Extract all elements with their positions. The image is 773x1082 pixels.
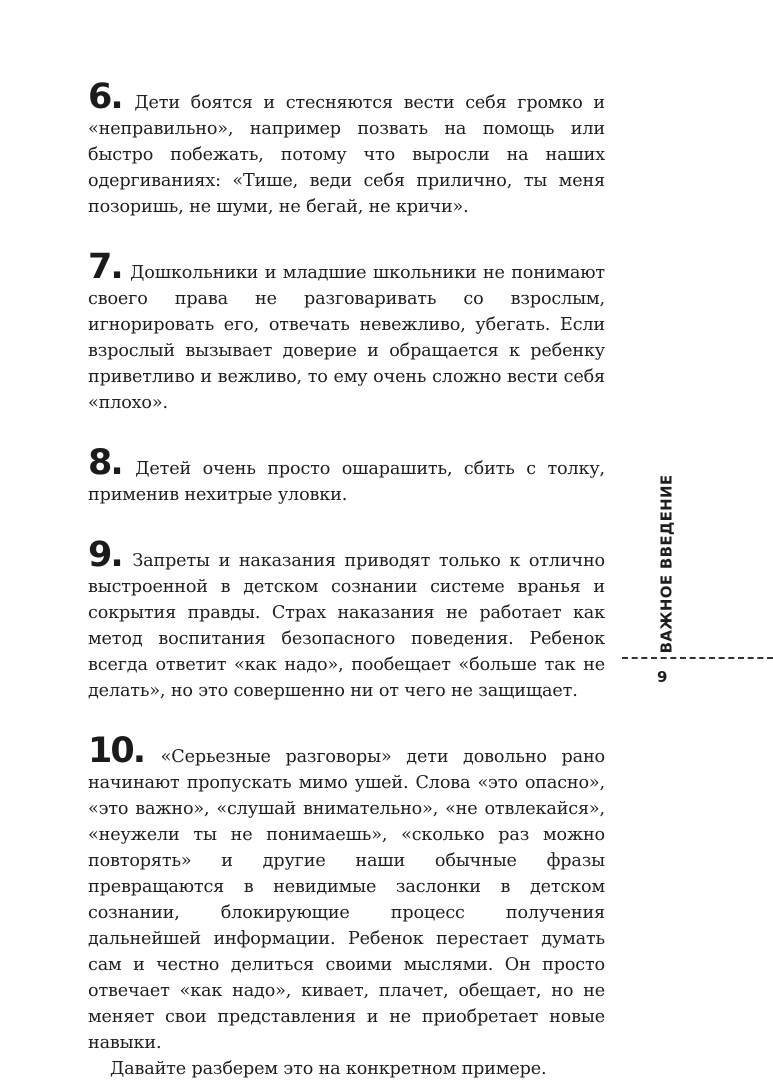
item-number: 6. — [88, 77, 122, 117]
dashed-divider — [622, 657, 773, 659]
list-item-7 — [88, 247, 605, 416]
page-number: 9 — [657, 668, 668, 686]
list-item-8 — [88, 443, 605, 508]
closing-paragraph: Давайте разберем это на конкретном примере. — [110, 1059, 547, 1079]
item-text: Дошкольники и младшие школьники не понимают своего права не разговаривать со взрослым, игнорировать его, отвечать невежливо, убегать. Если взрослый вызывает доверие и обращается к ребенку приветливо и вежливо, то ему очень сложно вести себя «плохо». — [88, 263, 605, 413]
item-text: Запреты и наказания приводят только к отлично выстроенной в детском сознании системе вранья и сокрытия правды. Страх наказания не работает как метод воспитания безопасного поведения. Ребенок всегда ответит «как надо», пообещает «больше так не делать», но это совершенно ни от чего не защищает. — [88, 551, 605, 701]
item-number: 7. — [88, 247, 122, 287]
section-label — [649, 474, 683, 654]
item-text: «Серьезные разговоры» дети довольно рано начинают пропускать мимо ушей. Слова «это опасно», «это важно», «слушай внимательно», «не отвлекайся», «неужели ты не понимаешь», «сколько раз можно повторять» и другие наши обычные фразы превращаются в невидимые заслонки в детском сознании, блокирующие процесс получения дальнейшей информации. Ребенок перестает думать сам и честно делиться своими мыслями. Он просто отвечает «как надо», кивает, плачет, обещает, но не меняет свои представления и не приобретает новые навыки. — [88, 747, 605, 1053]
section-label-text: ВАЖНОЕ ВВЕДЕНИЕ — [657, 474, 676, 654]
item-text: Детей очень просто ошарашить, сбить с толку, применив нехитрые уловки. — [88, 459, 605, 505]
page-body — [88, 77, 605, 1082]
item-number: 9. — [88, 535, 122, 575]
list-item-10 — [88, 731, 605, 1056]
list-item-9 — [88, 535, 605, 704]
item-number: 10. — [88, 731, 145, 771]
item-number: 8. — [88, 443, 122, 483]
item-text: Дети боятся и стесняются вести себя громко и «неправильно», например позвать на помощь или быстро побежать, потому что выросли на наших одергиваниях: «Тише, веди себя прилично, ты меня позоришь, не шуми, не бегай, не кричи». — [88, 93, 605, 217]
list-item-6 — [88, 77, 605, 220]
